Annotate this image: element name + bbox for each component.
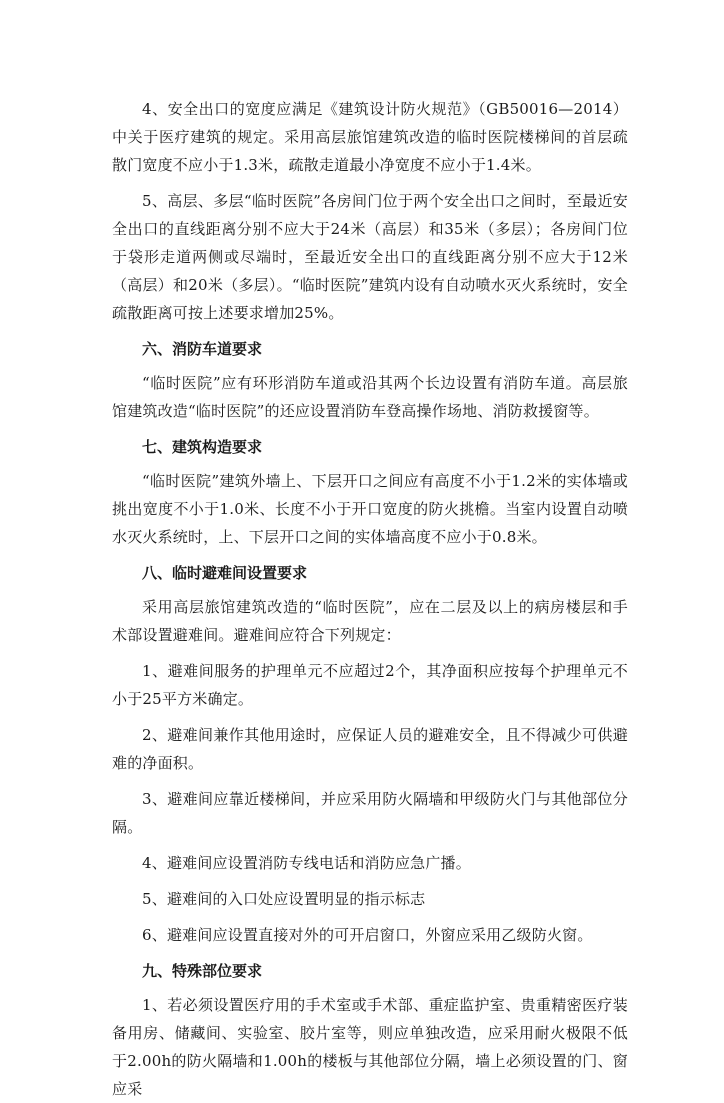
paragraph-refuge-rule-5: 5、避难间的入口处应设置明显的指示标志	[142, 890, 426, 908]
paragraph-special-areas: 1、若必须设置医疗用的手术室或手术部、重症监护室、贵重精密医疗装备用房、储藏间、实验室、胶片室等，则应单独改造，应采用耐火极限不低于2.00h的防火隔墙和1.00h的楼板与其他部位分隔，墙上必须设置的门、窗应采	[112, 996, 628, 1098]
paragraph-refuge-rule-1: 1、避难间服务的护理单元不应超过2个，其净面积应按每个护理单元不小于25平方米确定。	[112, 662, 628, 708]
paragraph-refuge-rule-3: 3、避难间应靠近楼梯间，并应采用防火隔墙和甲级防火门与其他部位分隔。	[112, 790, 628, 836]
paragraph-refuge-rule-4: 4、避难间应设置消防专线电话和消防应急广播。	[142, 854, 471, 872]
paragraph-refuge-rule-2: 2、避难间兼作其他用途时，应保证人员的避难安全，且不得减少可供避难的净面积。	[112, 726, 628, 772]
section-heading-refuge-room: 八、临时避难间设置要求	[142, 564, 308, 582]
paragraph-evacuation-distance: 5、高层、多层“临时医院”各房间门位于两个安全出口之间时，至最近安全出口的直线距离分别不应大于24米（高层）和35米（多层）；各房间门位于袋形走道两侧或尽端时，至最近安全出口的直线距离分别不应大于12米（高层）和20米（多层）。“临时医院”建筑内设有自动喷水灭火系统时，安全疏散距离可按上述要求增加25%。	[112, 192, 628, 322]
paragraph-refuge-intro: 采用高层旅馆建筑改造的“临时医院”，应在二层及以上的病房楼层和手术部设置避难间。避难间应符合下列规定：	[112, 598, 628, 644]
paragraph-exit-width: 4、安全出口的宽度应满足《建筑设计防火规范》（GB50016—2014）中关于医疗建筑的规定。采用高层旅馆建筑改造的临时医院楼梯间的首层疏散门宽度不应小于1.3米，疏散走道最小净宽度不应小于1.4米。	[112, 100, 628, 174]
paragraph-refuge-rule-6: 6、避难间应设置直接对外的可开启窗口，外窗应采用乙级防火窗。	[142, 926, 593, 944]
section-heading-fire-lane: 六、消防车道要求	[142, 340, 263, 358]
paragraph-construction: “临时医院”建筑外墙上、下层开口之间应有高度不小于1.2米的实体墙或挑出宽度不小于1.0米、长度不小于开口宽度的防火挑檐。当室内设置自动喷水灭火系统时，上、下层开口之间的实体墙高度不应小于0.8米。	[112, 472, 628, 546]
section-heading-construction: 七、建筑构造要求	[142, 438, 263, 456]
section-heading-special-areas: 九、特殊部位要求	[142, 962, 263, 980]
paragraph-fire-lane: “临时医院”应有环形消防车道或沿其两个长边设置有消防车道。高层旅馆建筑改造“临时医院”的还应设置消防车登高操作场地、消防救援窗等。	[112, 374, 628, 420]
